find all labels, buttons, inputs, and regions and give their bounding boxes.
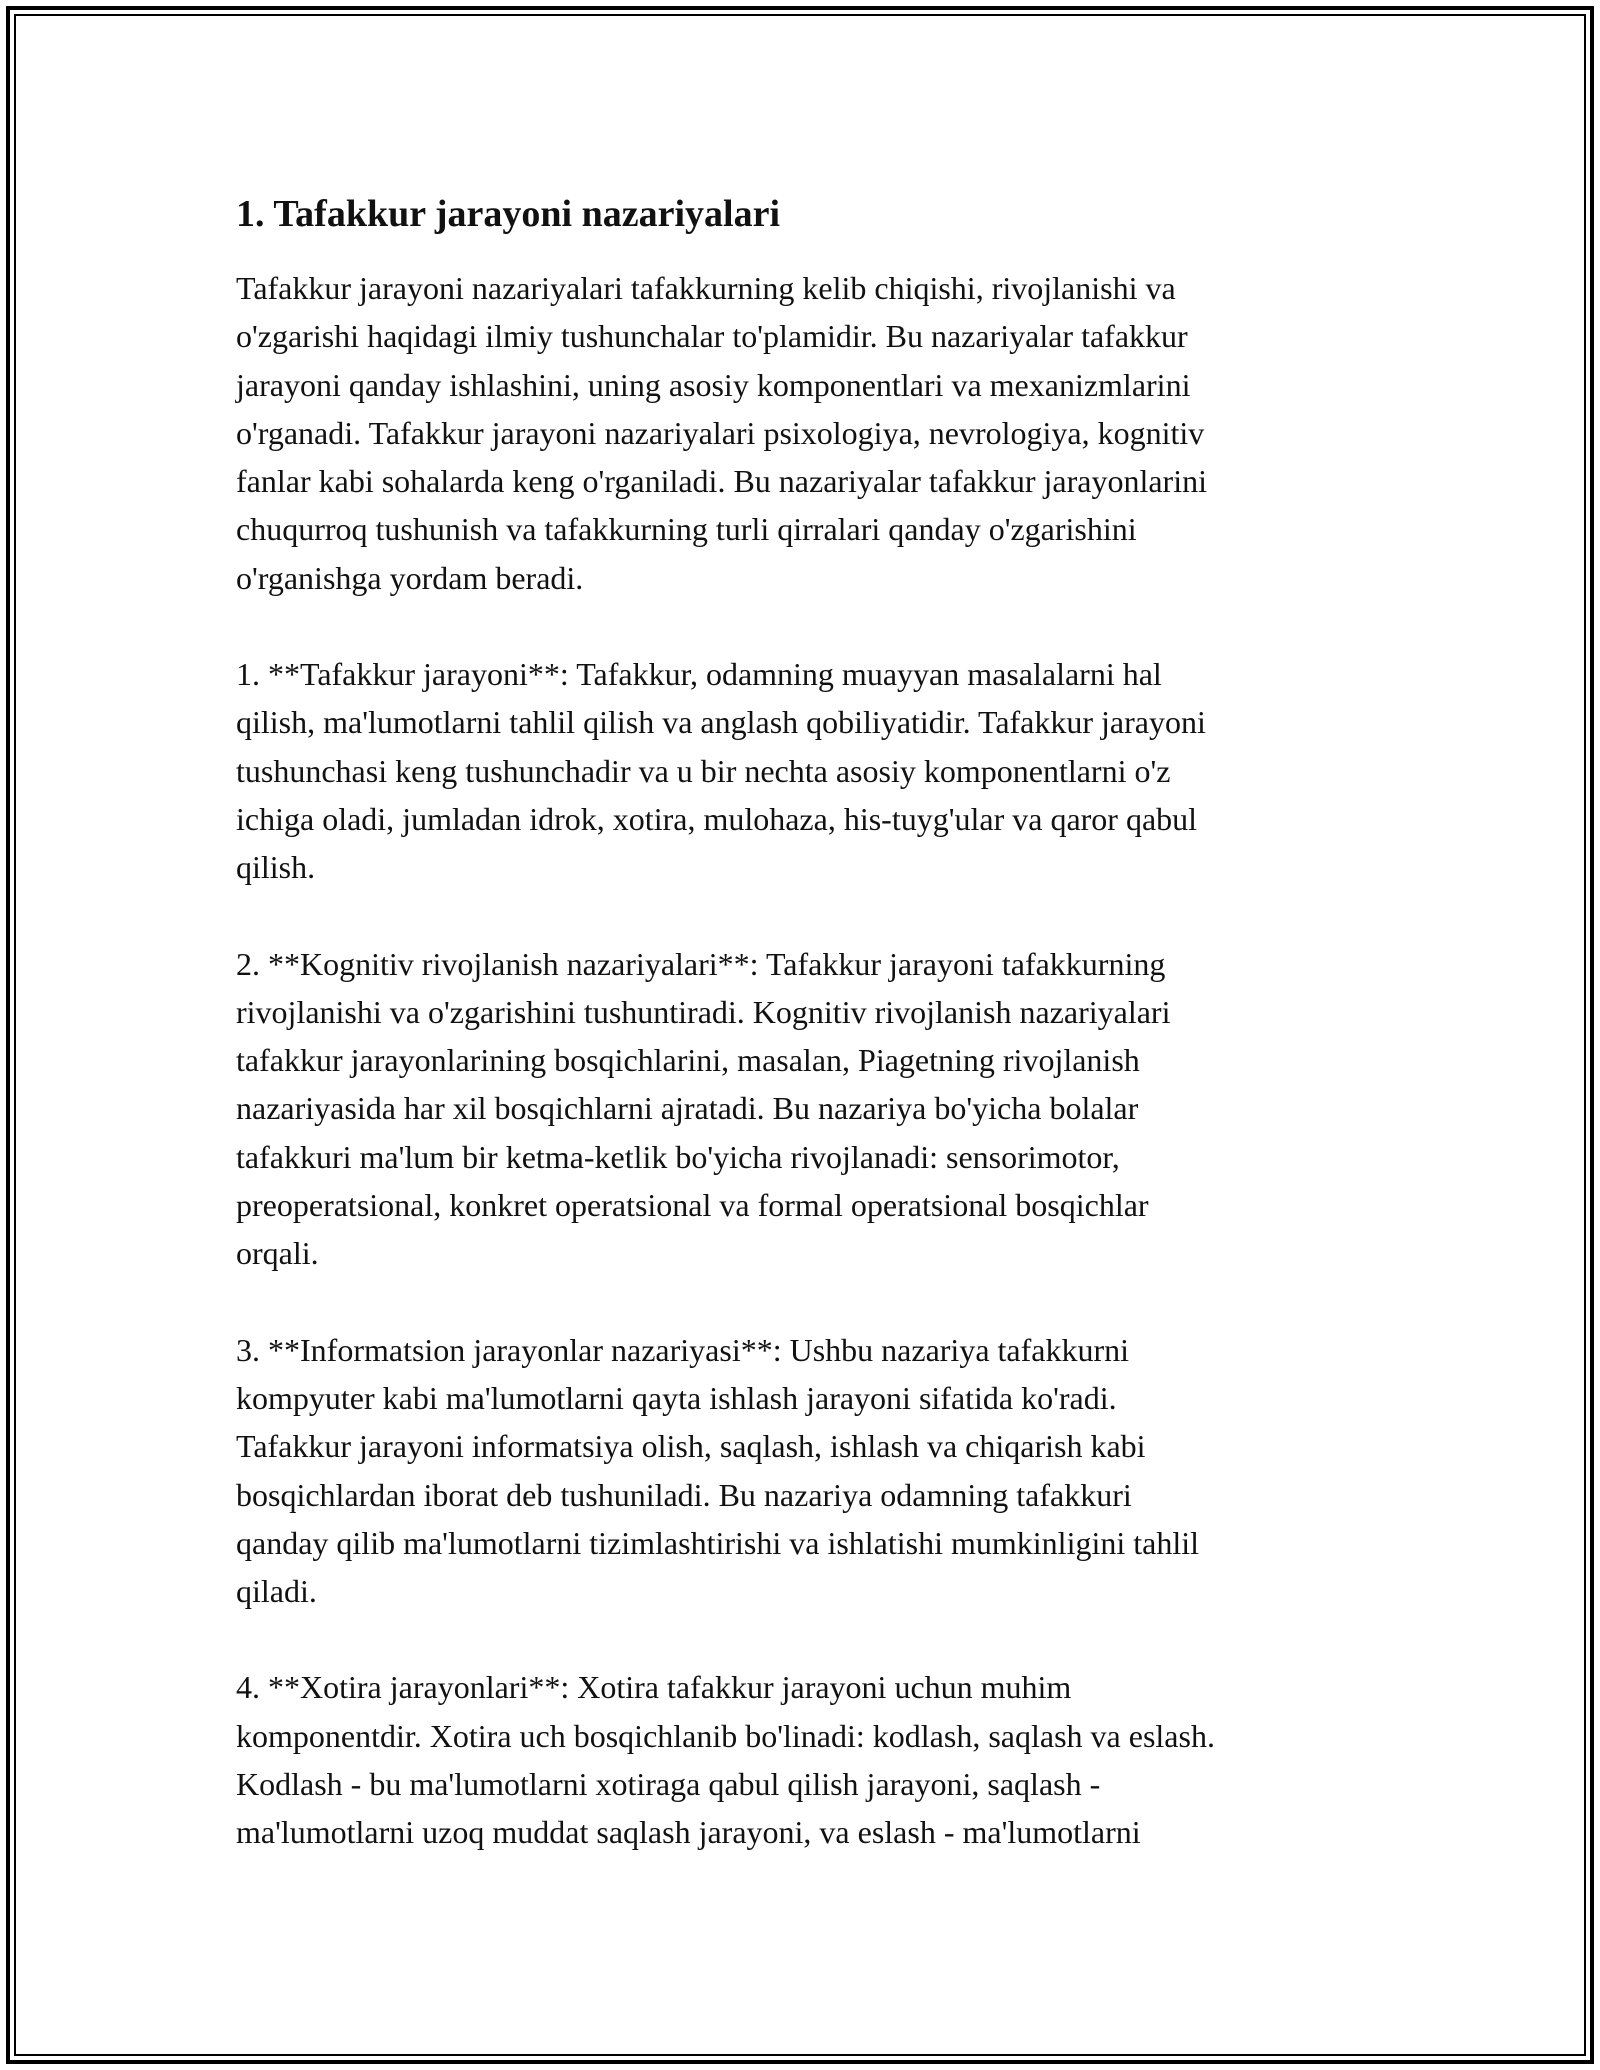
section-heading: 1. Tafakkur jarayoni nazariyalari: [236, 193, 781, 235]
text-line: tushunchasi keng tushunchadir va u bir nechta asosiy komponentlarni o'z: [236, 752, 1171, 789]
paragraph: [236, 264, 1376, 602]
text-line: chuqurroq tushunish va tafakkurning turli qirralari qanday o'zgarishini: [236, 511, 1137, 548]
text-line: fanlar kabi sohalarda keng o'rganiladi. Bu nazariyalar tafakkur jarayonlarini: [236, 463, 1207, 500]
text-line: Kodlash - bu ma'lumotlarni xotiraga qabul qilish jarayoni, saqlash -: [236, 1766, 1101, 1803]
text-line: 2. **Kognitiv rivojlanish nazariyalari**: Tafakkur jarayoni tafakkurning: [236, 945, 1166, 982]
text-line: o'rganadi. Tafakkur jarayoni nazariyalari psixologiya, nevrologiya, kognitiv: [236, 414, 1205, 451]
text-line: tafakkuri ma'lum bir ketma-ketlik bo'yicha rivojlanadi: sensorimotor,: [236, 1138, 1120, 1175]
text-line: preoperatsional, konkret operatsional va formal operatsional bosqichlar: [236, 1187, 1149, 1224]
paragraph: [236, 1663, 1376, 1856]
text-line: qanday qilib ma'lumotlarni tizimlashtirishi va ishlatishi mumkinligini tahlil: [236, 1524, 1199, 1561]
text-line: 3. **Informatsion jarayonlar nazariyasi**: Ushbu nazariya tafakkurni: [236, 1331, 1130, 1368]
text-line: o'rganishga yordam beradi.: [236, 559, 584, 596]
text-line: 4. **Xotira jarayonlari**: Xotira tafakkur jarayoni uchun muhim: [236, 1669, 1072, 1706]
text-line: Tafakkur jarayoni nazariyalari tafakkurning kelib chiqishi, rivojlanishi va: [236, 270, 1176, 306]
text-line: qilish, ma'lumotlarni tahlil qilish va anglash qobiliyatidir. Tafakkur jarayoni: [236, 704, 1206, 741]
paragraph: [236, 650, 1376, 891]
text-line: 1. **Tafakkur jarayoni**: Tafakkur, odamning muayyan masalalarni hal: [236, 656, 1162, 693]
text-line: o'zgarishi haqidagi ilmiy tushunchalar to'plamidir. Bu nazariyalar tafakkur: [236, 318, 1188, 355]
text-line: Tafakkur jarayoni informatsiya olish, saqlash, ishlash va chiqarish kabi: [236, 1428, 1146, 1465]
text-line: kompyuter kabi ma'lumotlarni qayta ishlash jarayoni sifatida ko'radi.: [236, 1379, 1117, 1416]
text-line: orqali.: [236, 1235, 319, 1272]
text-line: bosqichlardan iborat deb tushuniladi. Bu nazariya odamning tafakkuri: [236, 1476, 1132, 1513]
text-line: rivojlanishi va o'zgarishini tushuntiradi. Kognitiv rivojlanish nazariyalari: [236, 993, 1171, 1030]
text-line: tafakkur jarayonlarining bosqichlarini, masalan, Piagetning rivojlanish: [236, 1042, 1140, 1079]
text-line: nazariyasida har xil bosqichlarni ajratadi. Bu nazariya bo'yicha bolalar: [236, 1090, 1139, 1127]
text-line: ichiga oladi, jumladan idrok, xotira, mulohaza, his-tuyg'ular va qaror qabul: [236, 800, 1198, 837]
text-line: qiladi.: [236, 1573, 317, 1610]
paragraph-list: [236, 264, 1376, 1857]
paragraph: [236, 1326, 1376, 1616]
document-body: [236, 188, 1376, 1905]
text-line: jarayoni qanday ishlashini, uning asosiy komponentlari va mexanizmlarini: [236, 366, 1191, 403]
text-line: ma'lumotlarni uzoq muddat saqlash jarayoni, va eslash - ma'lumotlarni: [236, 1814, 1141, 1851]
paragraph: [236, 940, 1376, 1278]
text-line: qilish.: [236, 849, 316, 886]
text-line: komponentdir. Xotira uch bosqichlanib bo'linadi: kodlash, saqlash va eslash.: [236, 1717, 1215, 1754]
